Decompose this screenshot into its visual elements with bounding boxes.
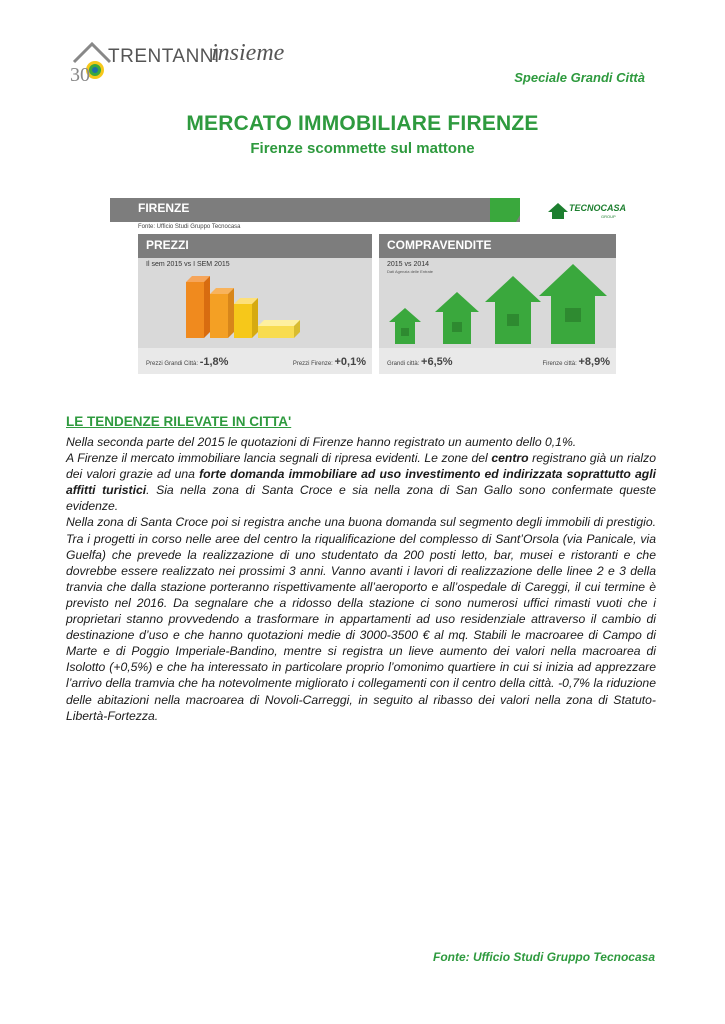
footer-source: Fonte: Ufficio Studi Gruppo Tecnocasa — [432, 950, 655, 964]
paragraph-2: A Firenze il mercato immobiliare lancia segnali di ripresa evidenti. Le zone del centro registrano già un rialzo dei valori grazie ad una forte domanda immobiliare ad uso investimento ed indirizzata soprattutto agli affitti turistici. Sia nella zona di Santa Croce e sia nella zona di San Gallo sono confermate queste evidenze. — [66, 451, 656, 514]
page-title: MERCATO IMMOBILIARE FIRENZE — [186, 112, 539, 135]
brand-sub: GROUP — [601, 214, 616, 219]
compravendite-panel — [379, 234, 616, 374]
compravendite-stat-grandi-citta: Grandi città: +6,5% — [387, 356, 453, 368]
market-infographic — [110, 192, 627, 376]
infographic-city: FIRENZE — [138, 201, 190, 215]
compravendite-title: COMPRAVENDITE — [387, 238, 492, 252]
compravendite-houses-icon — [385, 264, 613, 348]
article-body — [66, 434, 656, 724]
section-tag: Speciale Grandi Città — [514, 70, 645, 85]
prezzi-title: PREZZI — [146, 238, 189, 252]
paragraph-3: Nella zona di Santa Croce poi si registra anche una buona domanda sul segmento degli immobili di prestigio. Tra i progetti in corso nelle aree del centro la riqualificazione del complesso di Sant’Orsola (via Panicale, via Guelfa) che prevede la realizzazione di uno studentato da 200 posti letto, bar, musei e ristoranti e che dovrebbe essere realizzato nei prossimi 3 anni. Vanno avanti i lavori di realizzazione delle linee 2 e 3 della tranvia che dalla stazione porteranno rispettivamente all’aeroporto e all’ospedale di Careggi, il cui termine è previsto nel 2016. Da segnalare che a ridosso della stazione ci sono numerosi uffici rimasti vuoti che i proprietari stanno provvedendo a trasformare in appartamenti ad uso residenziale attraverso il cambio di destinazione d’uso e che hanno quotazioni medie di 3000-3500 € al mq. Stabili le macroaree di Campo di Marte e di Poggio Imperiale-Bandino, mentre si registra un lieve aumento dei valori nella macroarea di Isolotto (+0,5%) e che ha interessato in particolare proprio l’omonimo quartiere in cui si inizia ad apprezzare l’arrivo della tramvia che ha notevolmente migliorato i collegamenti con il centro della città. -0,7% la riduzione delle abitazioni nella macroarea di Novoli-Carreggi, in seguito al ribasso dei valori nella zona di Statuto-Libertà-Fortezza. — [66, 515, 656, 723]
logo-text: TRENTANNI — [108, 46, 220, 67]
prezzi-stat-grandi-citta: Prezzi Grandi Città: -1,8% — [146, 356, 229, 368]
compravendite-period: 2015 vs 2014 — [387, 261, 430, 268]
compravendite-note: Dati Agenzia delle Entrate — [387, 269, 434, 274]
prezzi-bars-icon — [182, 272, 322, 342]
section-title: LE TENDENZE RILEVATE IN CITTA' — [66, 414, 292, 429]
logo-script: insieme — [211, 40, 285, 66]
paragraph-1: Nella seconda parte del 2015 le quotazioni di Firenze hanno registrato un aumento dello 0,1%. — [66, 435, 577, 449]
prezzi-period: Il sem 2015 vs I SEM 2015 — [146, 261, 230, 268]
logo-number: 30 — [70, 64, 90, 86]
prezzi-panel — [138, 234, 372, 374]
page-subtitle: Firenze scommette sul mattone — [250, 140, 475, 157]
brand-name: TECNOCASA — [569, 203, 627, 213]
prezzi-stat-firenze: Prezzi Firenze: +0,1% — [292, 356, 366, 368]
compravendite-stat-firenze: Firenze città: +8,9% — [542, 356, 610, 368]
infographic-source: Fonte: Ufficio Studi Gruppo Tecnocasa — [138, 224, 241, 230]
trentanni-logo — [70, 38, 290, 90]
